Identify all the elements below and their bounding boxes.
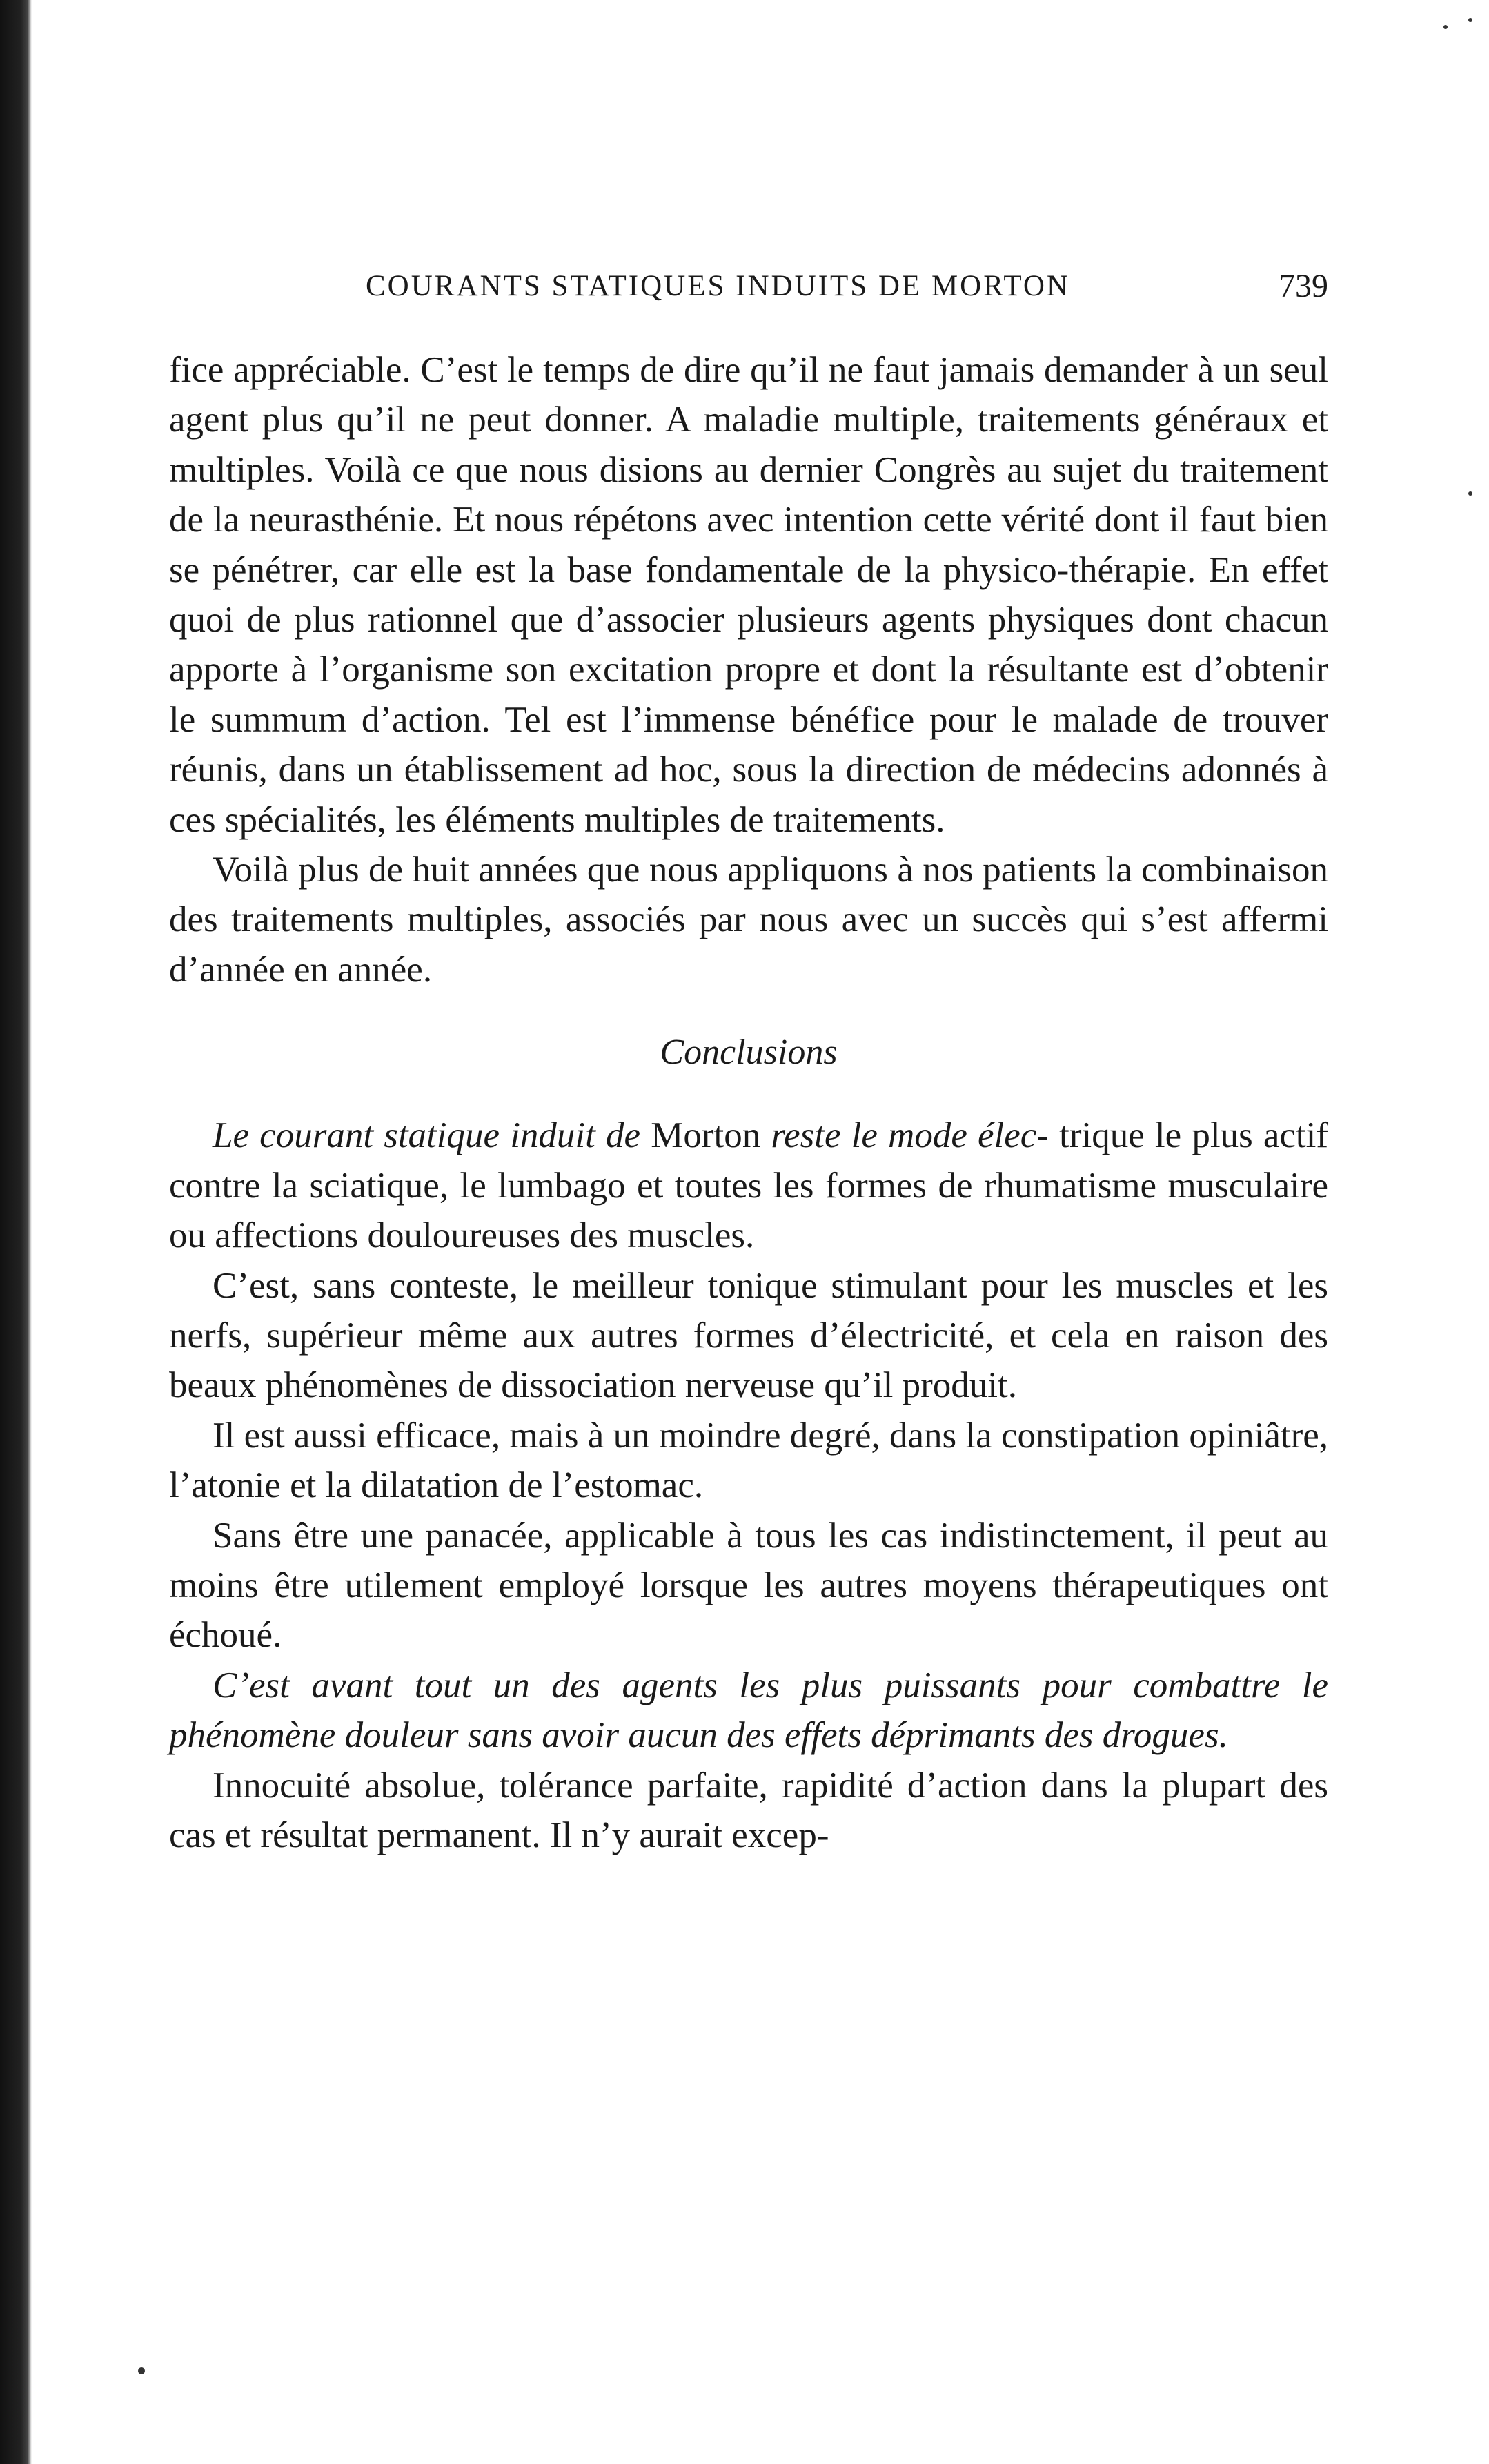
paragraph-8: Innocuité absolue, tolérance parfaite, rapidité d’action dans la plupart des cas et résultat permanent. Il n’y aurait excep- [169, 1765, 1328, 1855]
paragraph-3-rest: trique le plus actif contre la sciatique, le lumbago et toutes les formes de rhumatisme musculaire ou affections douloureuses des muscles. [169, 1115, 1329, 1256]
paragraph-7: C’est avant tout un des agents les plus puissants pour combattre le phénomène douleur sans avoir aucun des effets déprimants des drogues. [169, 1665, 1328, 1756]
scan-speck [138, 2367, 145, 2374]
paragraph-6: Sans être une panacée, applicable à tous les cas indistinctement, il peut au moins être utilement employé lorsque les autres moyens thérapeutiques ont échoué. [169, 1515, 1328, 1656]
paragraph-3-italic-end: reste le mode élec- [771, 1115, 1049, 1156]
scan-speck [1468, 491, 1472, 496]
paragraph-3-italic: Le courant statique induit de [213, 1115, 641, 1156]
book-page [169, 255, 1328, 1860]
page-number: 739 [1279, 268, 1328, 304]
running-title: COURANTS STATIQUES INDUITS DE MORTON [366, 270, 1070, 302]
paragraph-1: fice appréciable. C’est le temps de dire qu’il ne faut jamais demander à un seul agent plus qu’il ne peut donner. A maladie multiple, traitements généraux et multiples. Voilà ce que nous disions au dernier Congrès au sujet du traitement de la neurasthénie. Et nous répétons avec intention cette vérité dont il faut bien se pénétrer, car elle est la base fondamentale de la physico-thérapie. En effet quoi de plus rationnel que d’associer plusieurs agents physiques dont chacun apporte à l’organisme son excitation propre et dont la résultante est d’obtenir le summum d’action. Tel est l’immense bénéfice pour le malade de trouver réunis, dans un établissement ad hoc, sous la direction de médecins adonnés à ces spécialités, les éléments multiples de traitements. [169, 350, 1328, 840]
scan-speck [1443, 25, 1448, 29]
section-heading: Conclusions [660, 1033, 838, 1073]
paragraph-2: Voilà plus de huit années que nous appliquons à nos patients la combinaison des traitements multiples, associés par nous avec un succès qui s’est affermi d’année en année. [169, 850, 1328, 990]
paragraph-5: Il est aussi efficace, mais à un moindre degré, dans la constipation opiniâtre, l’atonie et la dilatation de l’estomac. [169, 1415, 1328, 1506]
running-head [169, 255, 1328, 317]
paragraph-4: C’est, sans conteste, le meilleur tonique stimulant pour les muscles et les nerfs, supérieur même aux autres formes d’électricité, et cela en raison des beaux phénomènes de dissociation nerveuse qu’il produit. [169, 1265, 1328, 1406]
paragraph-3-name: Morton [640, 1115, 771, 1156]
scan-binding-edge [0, 0, 32, 2464]
scan-speck [1468, 18, 1472, 22]
body-text [169, 345, 1328, 1860]
paragraph-3 [169, 1111, 1328, 1260]
